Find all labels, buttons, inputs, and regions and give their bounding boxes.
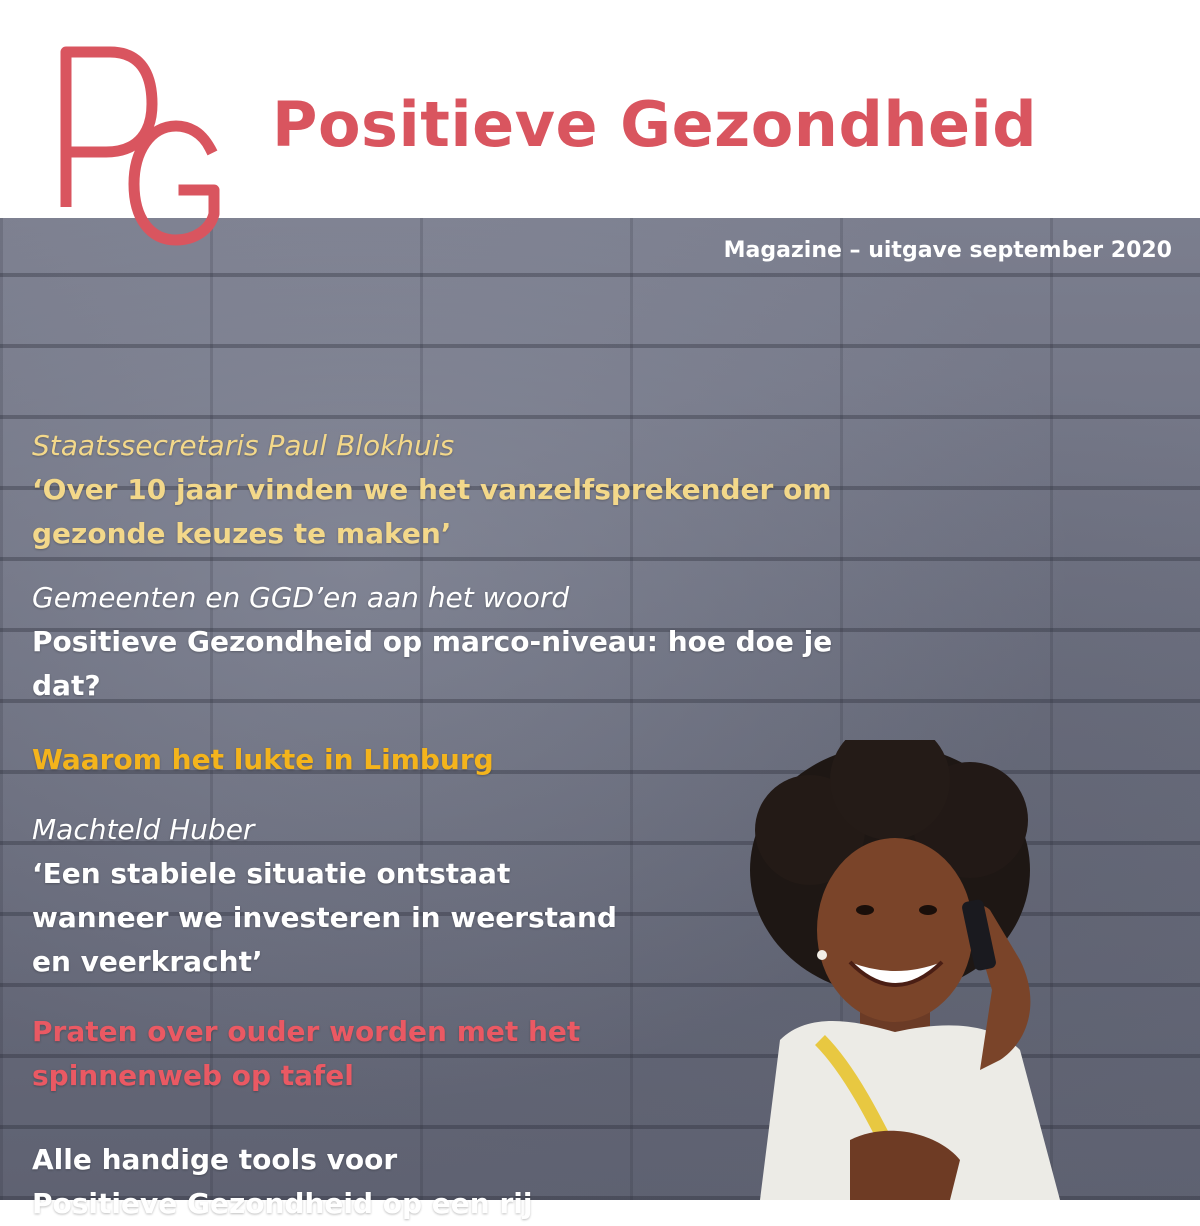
headline-line: gezonde keuzes te maken’ — [32, 517, 452, 550]
headline-line: wanneer we investeren in weerstand — [32, 901, 617, 934]
headline-tools — [32, 1138, 532, 1226]
logo-g-glyph — [124, 118, 224, 248]
headline-line: Positieve Gezondheid op marco-niveau: hoe doe je — [32, 625, 833, 658]
headline-huber — [32, 808, 617, 984]
headline-blokhuis — [32, 424, 832, 556]
headline-limburg — [32, 738, 494, 782]
headline-line: dat? — [32, 669, 101, 702]
headline-line: spinnenweb op tafel — [32, 1059, 354, 1092]
headline-line: Waarom het lukte in Limburg — [32, 743, 494, 776]
headline-line: en veerkracht’ — [32, 945, 263, 978]
issue-label: Magazine – uitgave september 2020 — [723, 238, 1172, 263]
headline-line: ‘Over 10 jaar vinden we het vanzelfsprekender om — [32, 473, 832, 506]
woman-on-phone-photo — [700, 740, 1200, 1200]
headline-gemeenten — [32, 576, 832, 708]
headline-kicker: Machteld Huber — [32, 813, 255, 846]
headline-spinnenweb — [32, 1010, 580, 1098]
headline-line: Alle handige tools voor — [32, 1143, 398, 1176]
headline-line: ‘Een stabiele situatie ontstaat — [32, 857, 511, 890]
headline-kicker: Staatssecretaris Paul Blokhuis — [32, 429, 455, 462]
magazine-title: Positieve Gezondheid — [272, 88, 1038, 161]
headline-kicker: Gemeenten en GGD’en aan het woord — [32, 581, 570, 614]
headline-line: Praten over ouder worden met het — [32, 1015, 581, 1048]
headline-line: Positieve Gezondheid op een rij — [32, 1187, 533, 1220]
